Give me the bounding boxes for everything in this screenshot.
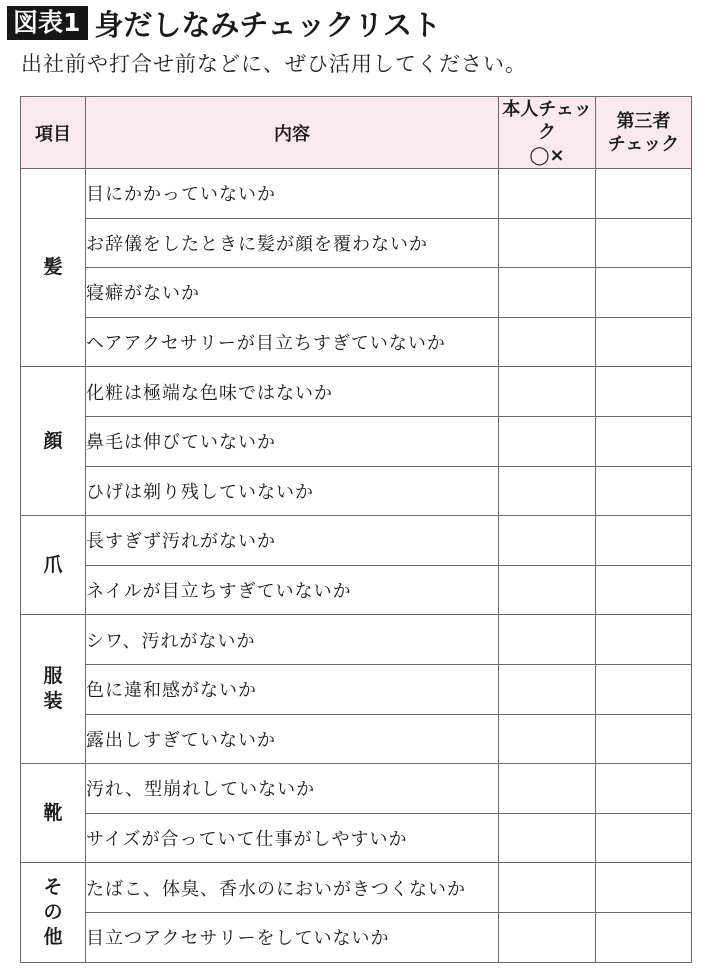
self-check-box[interactable] — [499, 764, 596, 814]
table-row — [21, 813, 692, 863]
table-row — [21, 218, 692, 268]
header-content: 内容 — [86, 97, 499, 169]
category-label-line: 爪 — [43, 553, 63, 576]
check-item-text: ネイルが目立ちすぎていないか — [86, 565, 499, 615]
table-row — [21, 664, 692, 714]
table-row — [21, 565, 692, 615]
check-item-text: お辞儀をしたときに髪が顔を覆わないか — [86, 218, 499, 268]
third-party-check-box[interactable] — [596, 863, 692, 913]
check-item-text: シワ、汚れがないか — [86, 615, 499, 665]
self-check-box[interactable] — [499, 516, 596, 566]
table-row — [21, 516, 692, 566]
self-check-box[interactable] — [499, 615, 596, 665]
category-cell — [21, 863, 86, 962]
header-third-party-check — [596, 97, 692, 169]
self-check-box[interactable] — [499, 664, 596, 714]
check-item-text: サイズが合っていて仕事がしやすいか — [86, 813, 499, 863]
category-cell — [21, 516, 86, 615]
check-item-text: 化粧は極端な色味ではないか — [86, 367, 499, 417]
category-label-line: 靴 — [43, 801, 63, 824]
page-title: 身だしなみチェックリスト — [94, 7, 441, 42]
category-cell — [21, 367, 86, 516]
category-label-line: 顔 — [43, 429, 63, 452]
third-party-check-box[interactable] — [596, 615, 692, 665]
self-check-box[interactable] — [499, 367, 596, 417]
table-header-row — [21, 97, 692, 169]
category-cell — [21, 169, 86, 367]
check-item-text: 目立つアクセサリーをしていないか — [86, 912, 499, 962]
header-category: 項目 — [21, 97, 86, 169]
table-row — [21, 714, 692, 764]
category-label-line: の — [43, 900, 63, 923]
category-label-line: 他 — [43, 925, 63, 948]
third-party-check-box[interactable] — [596, 268, 692, 318]
figure-label: 図表1 — [7, 6, 88, 40]
third-party-check-box[interactable] — [596, 912, 692, 962]
check-item-text: 色に違和感がないか — [86, 664, 499, 714]
third-party-check-box[interactable] — [596, 714, 692, 764]
table-row — [21, 912, 692, 962]
self-check-box[interactable] — [499, 317, 596, 367]
third-party-check-box[interactable] — [596, 764, 692, 814]
subtitle: 出社前や打合せ前などに、ぜひ活用してください。 — [21, 52, 527, 76]
third-party-check-box[interactable] — [596, 664, 692, 714]
self-check-box[interactable] — [499, 813, 596, 863]
self-check-box[interactable] — [499, 863, 596, 913]
self-check-box[interactable] — [499, 466, 596, 516]
table-row — [21, 615, 692, 665]
header-self-check-line2: ◯× — [529, 145, 565, 166]
third-party-check-box[interactable] — [596, 317, 692, 367]
self-check-box[interactable] — [499, 416, 596, 466]
self-check-box[interactable] — [499, 268, 596, 318]
table-row — [21, 169, 692, 219]
table-row — [21, 317, 692, 367]
table-row — [21, 863, 692, 913]
category-cell — [21, 615, 86, 764]
third-party-check-box[interactable] — [596, 466, 692, 516]
header-self-check — [499, 97, 596, 169]
category-cell — [21, 764, 86, 863]
header-third-party-line1: 第三者 — [616, 110, 671, 132]
third-party-check-box[interactable] — [596, 813, 692, 863]
check-item-text: 目にかかっていないか — [86, 169, 499, 219]
category-label-line: 装 — [43, 690, 63, 713]
third-party-check-box[interactable] — [596, 516, 692, 566]
third-party-check-box[interactable] — [596, 218, 692, 268]
self-check-box[interactable] — [499, 565, 596, 615]
check-item-text: ヘアアクセサリーが目立ちすぎていないか — [86, 317, 499, 367]
check-item-text: ひげは剃り残していないか — [86, 466, 499, 516]
checklist-body — [21, 169, 692, 963]
check-item-text: 露出しすぎていないか — [86, 714, 499, 764]
check-item-text: 汚れ、型崩れしていないか — [86, 764, 499, 814]
table-row — [21, 268, 692, 318]
third-party-check-box[interactable] — [596, 367, 692, 417]
table-row — [21, 764, 692, 814]
header-self-check-line1: 本人チェック — [502, 99, 592, 143]
category-label-line: 髪 — [43, 256, 63, 279]
third-party-check-box[interactable] — [596, 169, 692, 219]
self-check-box[interactable] — [499, 714, 596, 764]
check-item-text: 鼻毛は伸びていないか — [86, 416, 499, 466]
check-item-text: 寝癖がないか — [86, 268, 499, 318]
self-check-box[interactable] — [499, 218, 596, 268]
checklist-table — [20, 96, 692, 963]
third-party-check-box[interactable] — [596, 565, 692, 615]
self-check-box[interactable] — [499, 169, 596, 219]
check-item-text: 長すぎず汚れがないか — [86, 516, 499, 566]
header-third-party-line2: チェック — [607, 133, 680, 155]
self-check-box[interactable] — [499, 912, 596, 962]
category-label-line: 服 — [43, 665, 63, 688]
table-row — [21, 466, 692, 516]
table-row — [21, 416, 692, 466]
check-item-text: たばこ、体臭、香水のにおいがきつくないか — [86, 863, 499, 913]
category-label-line: そ — [43, 875, 63, 898]
header — [7, 4, 441, 42]
table-row — [21, 367, 692, 417]
third-party-check-box[interactable] — [596, 416, 692, 466]
